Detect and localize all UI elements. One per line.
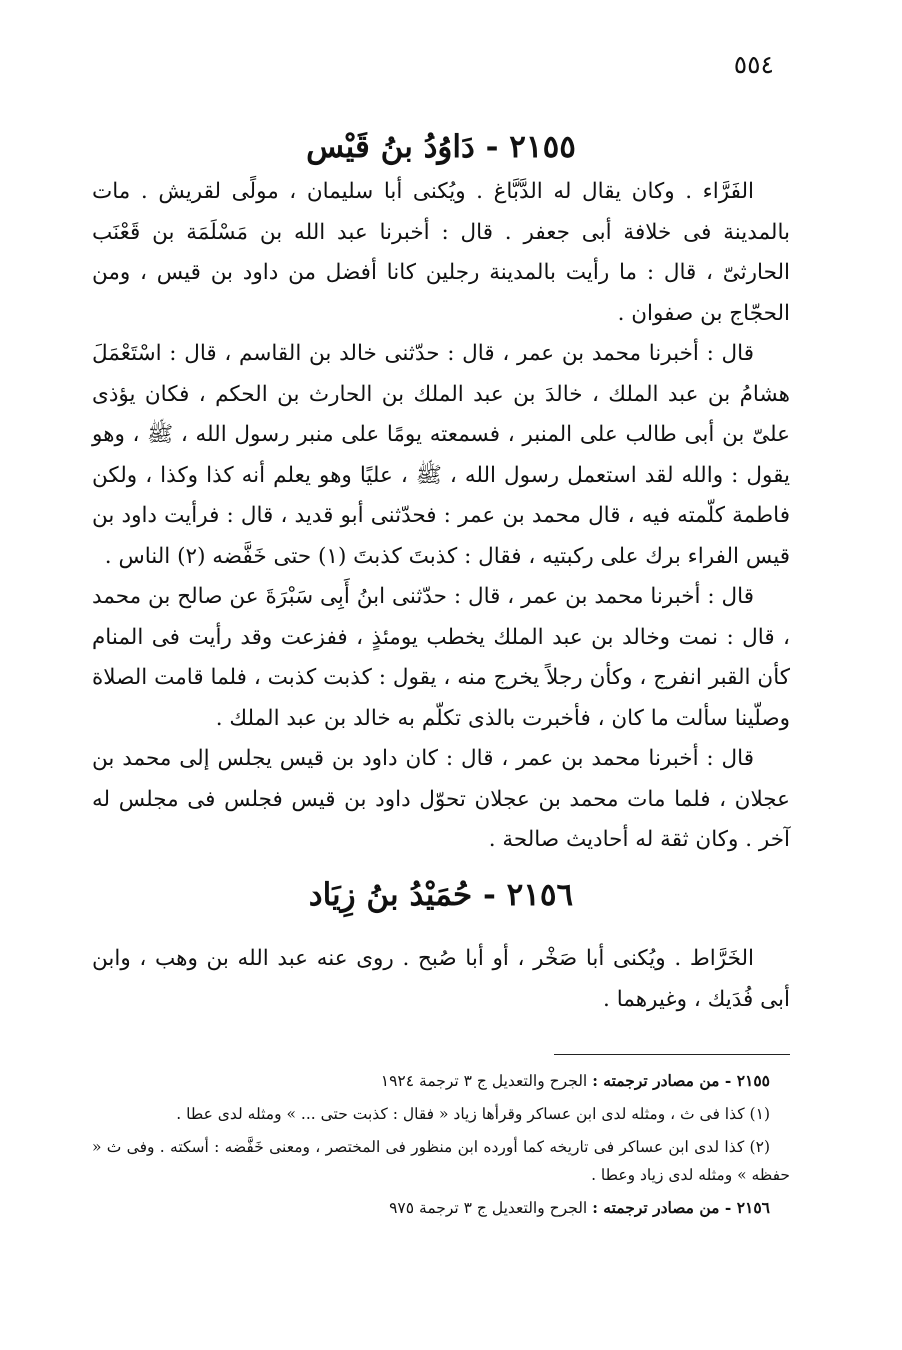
footnote-source-2155 bbox=[92, 1067, 790, 1095]
footnote-2 bbox=[92, 1133, 790, 1189]
footnote-label: ٢١٥٦ - من مصادر ترجمته : bbox=[592, 1198, 770, 1217]
footnotes bbox=[92, 1067, 790, 1227]
paragraph: قال : أخبرنا محمد بن عمر ، قال : حدّثنى خالد بن القاسم ، قال : اسْتَعْمَلَ هشامُ بن عبد الملك ، خالدَ بن عبد الملك بن الحارث بن الحكم ، فكان يؤذى علىّ بن أبى طالب على المنبر ، فسمعته يومًا على منبر رسول الله ، ﷺ ، وهو يقول : والله لقد استعمل رسول الله ، ﷺ ، عليًا وهو يعلم أنه كذا وكذا ، ولكن فاطمة كلّمته فيه ، قال محمد بن عمر : فحدّثنى أبو قديد ، قال : فرأيت داود بن قيس الفراء برك على ركبتيه ، فقال : كذبتَ كذبتَ (١) حتى خَفَّضه (٢) الناس . bbox=[92, 341, 790, 569]
footnote-text: الجرح والتعديل ج ٣ ترجمة ٩٧٥ bbox=[389, 1199, 588, 1217]
entry-heading-2155: ٢١٥٥ - دَاوُدُ بنُ قَيْس bbox=[306, 129, 576, 165]
entry-heading-2156: ٢١٥٦ - حُمَيْدُ بنُ زِيَاد bbox=[308, 877, 574, 913]
paragraph: قال : أخبرنا محمد بن عمر ، قال : حدّثنى ابنُ أَبِى سَبْرَةَ عن صالح بن محمد ، قال : نمت وخالد بن عبد الملك يخطب يومئذٍ ، ففزعت وقد رأيت فى المنام كأن القبر انفرج ، وكأن رجلاً يخرج منه ، يقول : كذبت كذبت ، فلما قامت الصلاة وصلّينا سألت ما كان ، فأخبرت بالذى تكلّم به خالد بن عبد الملك . bbox=[92, 584, 790, 731]
paragraph: الخَرَّاط . ويُكنى أبا صَخْر ، أو أبا صُبح . روى عنه عبد الله بن وهب ، وابن أبى فُدَيك ، وغيرهما . bbox=[92, 946, 790, 1012]
entry-body-2155 bbox=[92, 172, 790, 861]
entry-body-2156 bbox=[92, 939, 790, 1020]
footnote-text: (١) كذا فى ث ، ومثله لدى ابن عساكر وقرأها زياد « فقال : كذبت حتى ... » ومثله لدى عطا . bbox=[176, 1105, 770, 1123]
footnote-text: الجرح والتعديل ج ٣ ترجمة ١٩٢٤ bbox=[380, 1072, 588, 1090]
footnote-source-2156 bbox=[92, 1194, 790, 1222]
paragraph: الفَرَّاء . وكان يقال له الدَّبَّاغ . ويُكنى أبا سليمان ، مولًى لقريش . مات بالمدينة فى خلافة أبى جعفر . قال : أخبرنا عبد الله بن مَسْلَمَة بن قَعْنَب الحارثىّ ، قال : ما رأيت بالمدينة رجلين كانا أفضل من داود بن قيس ، ومن الحجّاج بن صفوان . bbox=[92, 179, 790, 326]
paragraph: قال : أخبرنا محمد بن عمر ، قال : كان داود بن قيس يجلس إلى محمد بن عجلان ، فلما مات محمد بن عجلان تحوّل داود بن قيس فجلس فى مجلس له آخر . وكان ثقة له أحاديث صالحة . bbox=[92, 746, 790, 852]
footnote-divider bbox=[554, 1054, 790, 1055]
page-number: ٥٥٤ bbox=[733, 50, 774, 79]
footnote-label: ٢١٥٥ - من مصادر ترجمته : bbox=[592, 1071, 770, 1090]
footnote-text: (٢) كذا لدى ابن عساكر فى تاريخه كما أورده ابن منظور فى المختصر ، ومعنى خَفَّضه : أسكته . وفى ث « حفظه » ومثله لدى زياد وعطا . bbox=[92, 1138, 790, 1184]
footnote-1 bbox=[92, 1100, 790, 1128]
